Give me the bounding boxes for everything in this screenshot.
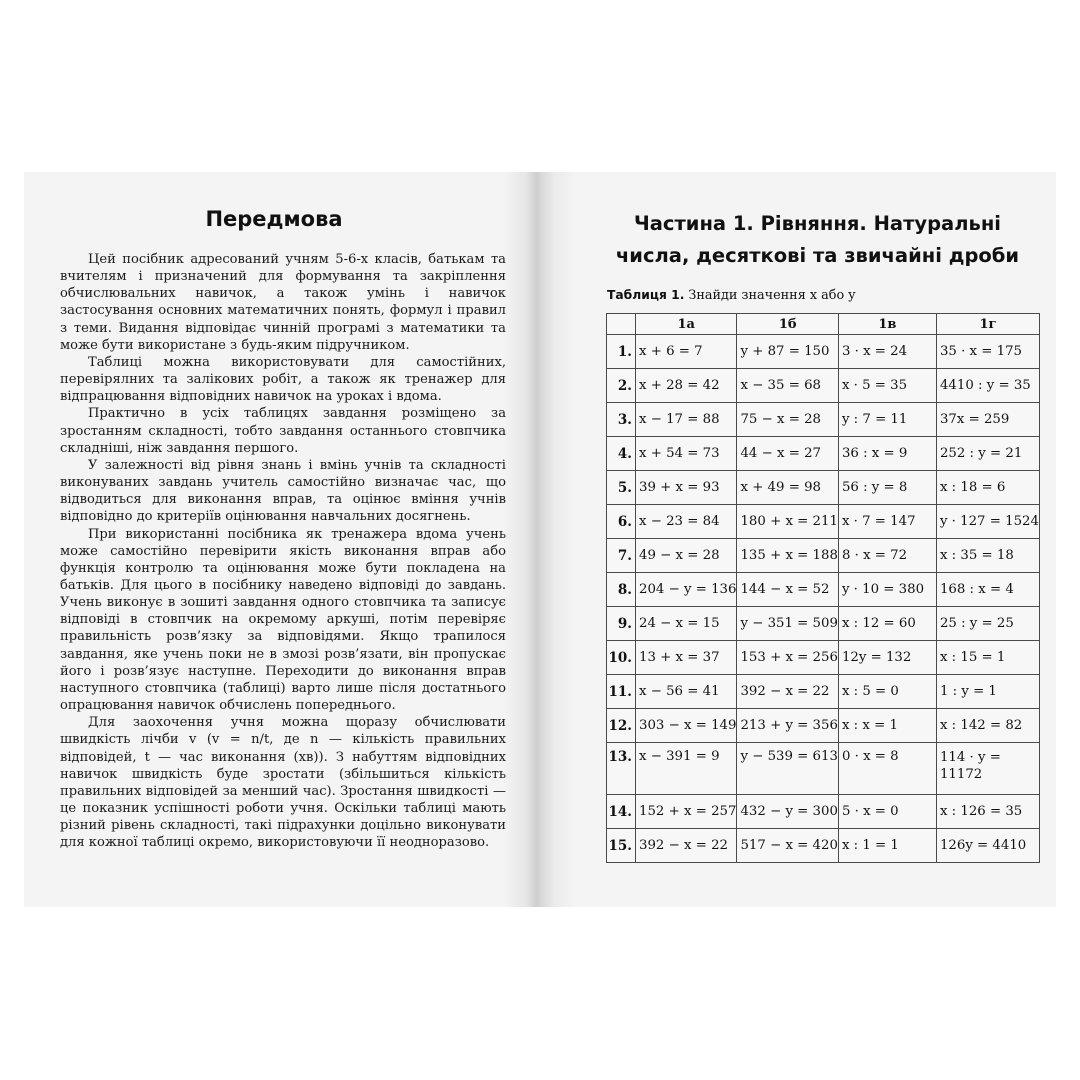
table-row bbox=[607, 641, 1040, 675]
cell-1d: 25 : y = 25 bbox=[936, 607, 1039, 641]
cell-1d: 252 : y = 21 bbox=[936, 437, 1039, 471]
row-number: 9. bbox=[607, 607, 636, 641]
cell-1d: x : 15 = 1 bbox=[936, 641, 1039, 675]
cell-1d: 1 : y = 1 bbox=[936, 675, 1039, 709]
cell-1d: 114 · y = 11172 bbox=[936, 743, 1039, 795]
cell-1c: 3 · x = 24 bbox=[838, 335, 936, 369]
preface-paragraph: Для заохочення учня можна щоразу обчислювати швидкість лічби v (v = n/t, де n — кількість правильних відповідей, t — час виконання (хв)). З набуттям відповідних навичок швидкість буде зростати (збільшиться кількість правильних відповідей за менший час). Зростання швидкості — це показник успішності роботи учня. Оскільки таблиці мають різний рівень складності, такі підрахунки доцільно виконувати для кожної таблиці окремо, використовуючи її неодноразово. bbox=[60, 715, 506, 851]
cell-1b: 153 + x = 256 bbox=[737, 641, 838, 675]
cell-1a: 303 − x = 149 bbox=[636, 709, 737, 743]
header-cell-1b: 1б bbox=[737, 314, 838, 335]
table-caption-number: Таблиця 1. bbox=[607, 288, 685, 302]
cell-1b: y − 351 = 509 bbox=[737, 607, 838, 641]
row-number: 3. bbox=[607, 403, 636, 437]
table-caption-text: Знайди значення x або y bbox=[688, 288, 856, 303]
table-row bbox=[607, 829, 1040, 863]
cell-1d: 126y = 4410 bbox=[936, 829, 1039, 863]
cell-1d: x : 126 = 35 bbox=[936, 795, 1039, 829]
table-row bbox=[607, 607, 1040, 641]
table-row bbox=[607, 471, 1040, 505]
cell-1c: 0 · x = 8 bbox=[838, 743, 936, 795]
row-number: 6. bbox=[607, 505, 636, 539]
cell-1a: x − 17 = 88 bbox=[636, 403, 737, 437]
row-number: 2. bbox=[607, 369, 636, 403]
book-spread bbox=[24, 172, 1056, 907]
table-caption bbox=[607, 288, 855, 303]
table-row bbox=[607, 369, 1040, 403]
cell-1a: x − 23 = 84 bbox=[636, 505, 737, 539]
cell-1a: 49 − x = 28 bbox=[636, 539, 737, 573]
cell-1a: 204 − y = 136 bbox=[636, 573, 737, 607]
table-row bbox=[607, 573, 1040, 607]
cell-1b: y − 539 = 613 bbox=[737, 743, 838, 795]
cell-1d: 37x = 259 bbox=[936, 403, 1039, 437]
header-cell-1a: 1а bbox=[636, 314, 737, 335]
cell-1d: 168 : x = 4 bbox=[936, 573, 1039, 607]
equations-table bbox=[606, 313, 1040, 863]
header-cell-1c: 1в bbox=[838, 314, 936, 335]
cell-1d: 35 · x = 175 bbox=[936, 335, 1039, 369]
cell-1c: 8 · x = 72 bbox=[838, 539, 936, 573]
preface-paragraph: При використанні посібника як тренажера вдома учень може самостійно перевірити якість виконання вправ або функція контролю та оцінювання може бути покладена на батьків. Для цього в посібнику наведено відповіді до завдань. Учень виконує в зошиті завдання одного стовпчика та записує відповіді в стовпчик на окремому аркуші, потім перевіряє правильність розв’язку за відповідями. Якщо трапилося завдання, яке учень поки не в змозі розв’язати, він пропускає його і розв’язує наступне. Переходити до виконання вправ наступного стовпчика (таблиці) варто лише після достатнього опрацювання навичок обчислень попереднього. bbox=[60, 526, 506, 714]
right-page bbox=[579, 172, 1056, 907]
cell-1a: 24 − x = 15 bbox=[636, 607, 737, 641]
cell-1c: x · 7 = 147 bbox=[838, 505, 936, 539]
book-gutter bbox=[504, 172, 576, 907]
cell-1a: x + 54 = 73 bbox=[636, 437, 737, 471]
row-number: 10. bbox=[607, 641, 636, 675]
cell-1c: 56 : y = 8 bbox=[838, 471, 936, 505]
cell-1d: y · 127 = 1524 bbox=[936, 505, 1039, 539]
table-row bbox=[607, 743, 1040, 795]
part-title-line-2: числа, десяткові та звичайні дроби bbox=[615, 244, 1020, 267]
cell-1b: 135 + x = 188 bbox=[737, 539, 838, 573]
cell-1b: y + 87 = 150 bbox=[737, 335, 838, 369]
table-row bbox=[607, 539, 1040, 573]
cell-1b: 392 − x = 22 bbox=[737, 675, 838, 709]
row-number: 4. bbox=[607, 437, 636, 471]
cell-1c: y : 7 = 11 bbox=[838, 403, 936, 437]
cell-1b: 75 − x = 28 bbox=[737, 403, 838, 437]
cell-1a: x − 56 = 41 bbox=[636, 675, 737, 709]
row-number: 15. bbox=[607, 829, 636, 863]
header-cell-corner bbox=[607, 314, 636, 335]
table-row bbox=[607, 505, 1040, 539]
cell-1b: x + 49 = 98 bbox=[737, 471, 838, 505]
table-row bbox=[607, 437, 1040, 471]
cell-1d: x : 142 = 82 bbox=[936, 709, 1039, 743]
cell-1b: 180 + x = 211 bbox=[737, 505, 838, 539]
row-number: 12. bbox=[607, 709, 636, 743]
row-number: 11. bbox=[607, 675, 636, 709]
cell-1a: 39 + x = 93 bbox=[636, 471, 737, 505]
row-number: 7. bbox=[607, 539, 636, 573]
cell-1b: x − 35 = 68 bbox=[737, 369, 838, 403]
cell-1a: x + 6 = 7 bbox=[636, 335, 737, 369]
cell-1d: x : 35 = 18 bbox=[936, 539, 1039, 573]
cell-1c: x : 12 = 60 bbox=[838, 607, 936, 641]
cell-1c: y · 10 = 380 bbox=[838, 573, 936, 607]
table-row bbox=[607, 335, 1040, 369]
preface-paragraph: Таблиці можна використовувати для самостійних, перевірялних та залікових робіт, а також як тренажер для відпрацювання відповідних навичок на уроках і вдома. bbox=[60, 354, 506, 405]
preface-body bbox=[60, 251, 506, 851]
cell-1c: 5 · x = 0 bbox=[838, 795, 936, 829]
cell-1b: 144 − x = 52 bbox=[737, 573, 838, 607]
cell-1b: 213 + y = 356 bbox=[737, 709, 838, 743]
cell-1d: x : 18 = 6 bbox=[936, 471, 1039, 505]
cell-1c: 36 : x = 9 bbox=[838, 437, 936, 471]
row-number: 1. bbox=[607, 335, 636, 369]
part-title-line-1: Частина 1. Рівняння. Натуральні bbox=[634, 212, 1001, 235]
table-header-row bbox=[607, 314, 1040, 335]
header-cell-1d: 1г bbox=[936, 314, 1039, 335]
cell-1a: x − 391 = 9 bbox=[636, 743, 737, 795]
table-body bbox=[607, 335, 1040, 863]
row-number: 5. bbox=[607, 471, 636, 505]
cell-1b: 44 − x = 27 bbox=[737, 437, 838, 471]
row-number: 14. bbox=[607, 795, 636, 829]
cell-1d: 4410 : y = 35 bbox=[936, 369, 1039, 403]
table-row bbox=[607, 675, 1040, 709]
preface-paragraph: Цей посібник адресований учням 5-6-х класів, батькам та вчителям і призначений для формування та закріплення обчислювальних навичок, а також умінь і навичок застосування основних математичних понять, формул і правил з теми. Видання відповідає чинній програмі з математики та може бути використане з будь-яким підручником. bbox=[60, 252, 506, 353]
cell-1a: 152 + x = 257 bbox=[636, 795, 737, 829]
left-page bbox=[24, 172, 514, 907]
cell-1a: 392 − x = 22 bbox=[636, 829, 737, 863]
cell-1b: 432 − y = 300 bbox=[737, 795, 838, 829]
cell-1a: 13 + x = 37 bbox=[636, 641, 737, 675]
preface-title: Передмова bbox=[205, 207, 343, 231]
preface-paragraph: У залежності від рівня знань і вмінь учнів та складності виконуваних завдань учитель самостійно визначає час, що відводиться для виконання вправ, та оцінює вміння учнів відповідно до критеріїв оцінювання навчальних досягнень. bbox=[60, 457, 506, 525]
part-title bbox=[579, 208, 1056, 272]
row-number: 13. bbox=[607, 743, 636, 795]
table-row bbox=[607, 709, 1040, 743]
cell-1c: x : x = 1 bbox=[838, 709, 936, 743]
cell-1c: x : 5 = 0 bbox=[838, 675, 936, 709]
table-row bbox=[607, 403, 1040, 437]
cell-1a: x + 28 = 42 bbox=[636, 369, 737, 403]
table-row bbox=[607, 795, 1040, 829]
preface-paragraph: Практично в усіх таблицях завдання розміщено за зростанням складності, тобто завдання останнього стовпчика складніші, ніж завдання першого. bbox=[60, 406, 506, 456]
cell-1c: x · 5 = 35 bbox=[838, 369, 936, 403]
cell-1c: 12y = 132 bbox=[838, 641, 936, 675]
row-number: 8. bbox=[607, 573, 636, 607]
cell-1b: 517 − x = 420 bbox=[737, 829, 838, 863]
cell-1c: x : 1 = 1 bbox=[838, 829, 936, 863]
